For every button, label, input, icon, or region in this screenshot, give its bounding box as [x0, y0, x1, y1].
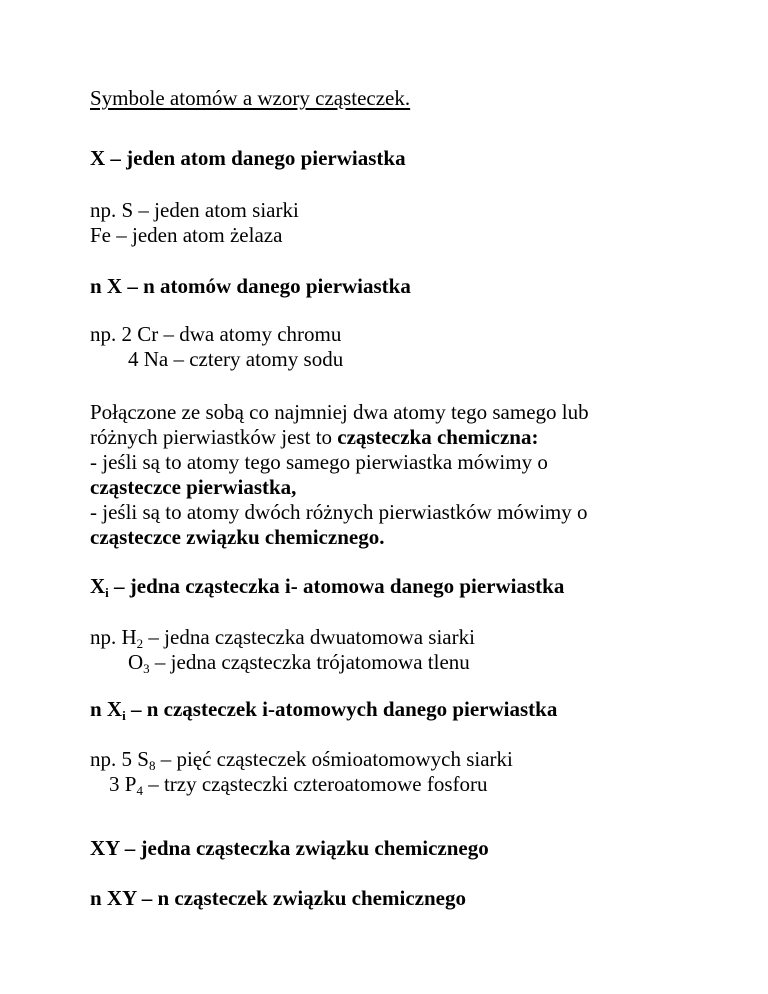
section-x-example-2: Fe – jeden atom żelaza — [90, 223, 283, 247]
section-nxi-heading-text: – n cząsteczek i-atomowych danego pierwiastka — [125, 697, 558, 721]
paragraph-line-3: - jeśli są to atomy tego samego pierwiastka mówimy o — [90, 450, 548, 474]
document-title: Symbole atomów a wzory cząsteczek. — [90, 86, 411, 110]
section-nxi-example-1-text: – pięć cząsteczek ośmioatomowych siarki — [155, 747, 513, 771]
section-xi-heading-subscript: i — [105, 585, 109, 600]
section-xy-heading: XY – jedna cząsteczka związku chemicznego — [90, 836, 489, 860]
section-nxy-heading: n XY – n cząsteczek związku chemicznego — [90, 886, 466, 910]
section-nxi-example-2-text: – trzy cząsteczki czteroatomowe fosforu — [142, 772, 488, 796]
paragraph-line-5: - jeśli są to atomy dwóch różnych pierwiastków mówimy o — [90, 500, 588, 524]
section-x-heading: X – jeden atom danego pierwiastka — [90, 146, 406, 170]
section-nx-example-1: np. 2 Cr – dwa atomy chromu — [90, 322, 342, 346]
section-xi-example-2 — [128, 649, 470, 675]
section-nxi-example-1 — [90, 746, 513, 772]
section-x-example-1: np. S – jeden atom siarki — [90, 198, 299, 222]
section-xi-example-2-prefix: O — [128, 650, 144, 674]
section-nx-example-2: 4 Na – cztery atomy sodu — [128, 347, 344, 371]
section-nx-heading: n X – n atomów danego pierwiastka — [90, 274, 411, 298]
section-xi-example-1-prefix: np. H — [90, 625, 137, 649]
paragraph-line-2 — [90, 424, 538, 450]
section-nxi-heading-subscript: i — [122, 708, 126, 723]
section-xi-example-1-text: – jedna cząsteczka dwuatomowa siarki — [143, 625, 475, 649]
section-xi-heading — [90, 573, 564, 599]
section-nxi-example-1-subscript: 8 — [148, 758, 156, 773]
section-nxi-example-2-subscript: 4 — [136, 783, 143, 798]
paragraph-line-4: cząsteczce pierwiastka, — [90, 475, 297, 499]
section-xi-example-2-subscript: 3 — [143, 661, 150, 676]
section-nxi-heading — [90, 696, 557, 722]
paragraph-line-2-text: różnych pierwiastków jest to — [90, 425, 338, 449]
section-xi-example-1 — [90, 624, 475, 650]
section-xi-example-2-text: – jedna cząsteczka trójatomowa tlenu — [149, 650, 470, 674]
paragraph-line-1: Połączone ze sobą co najmniej dwa atomy tego samego lub — [90, 400, 589, 424]
section-xi-heading-symbol: X — [90, 574, 106, 598]
section-nxi-heading-prefix: n X — [90, 697, 123, 721]
paragraph-line-6: cząsteczce związku chemicznego. — [90, 525, 385, 549]
section-xi-example-1-subscript: 2 — [136, 636, 144, 651]
section-nxi-example-1-prefix: np. 5 S — [90, 747, 149, 771]
section-nxi-example-2 — [109, 771, 488, 797]
section-xi-heading-text: – jedna cząsteczka i- atomowa danego pierwiastka — [108, 574, 565, 598]
paragraph-line-2-bold: cząsteczka chemiczna: — [337, 425, 539, 449]
section-nxi-example-2-prefix: 3 P — [109, 772, 137, 796]
